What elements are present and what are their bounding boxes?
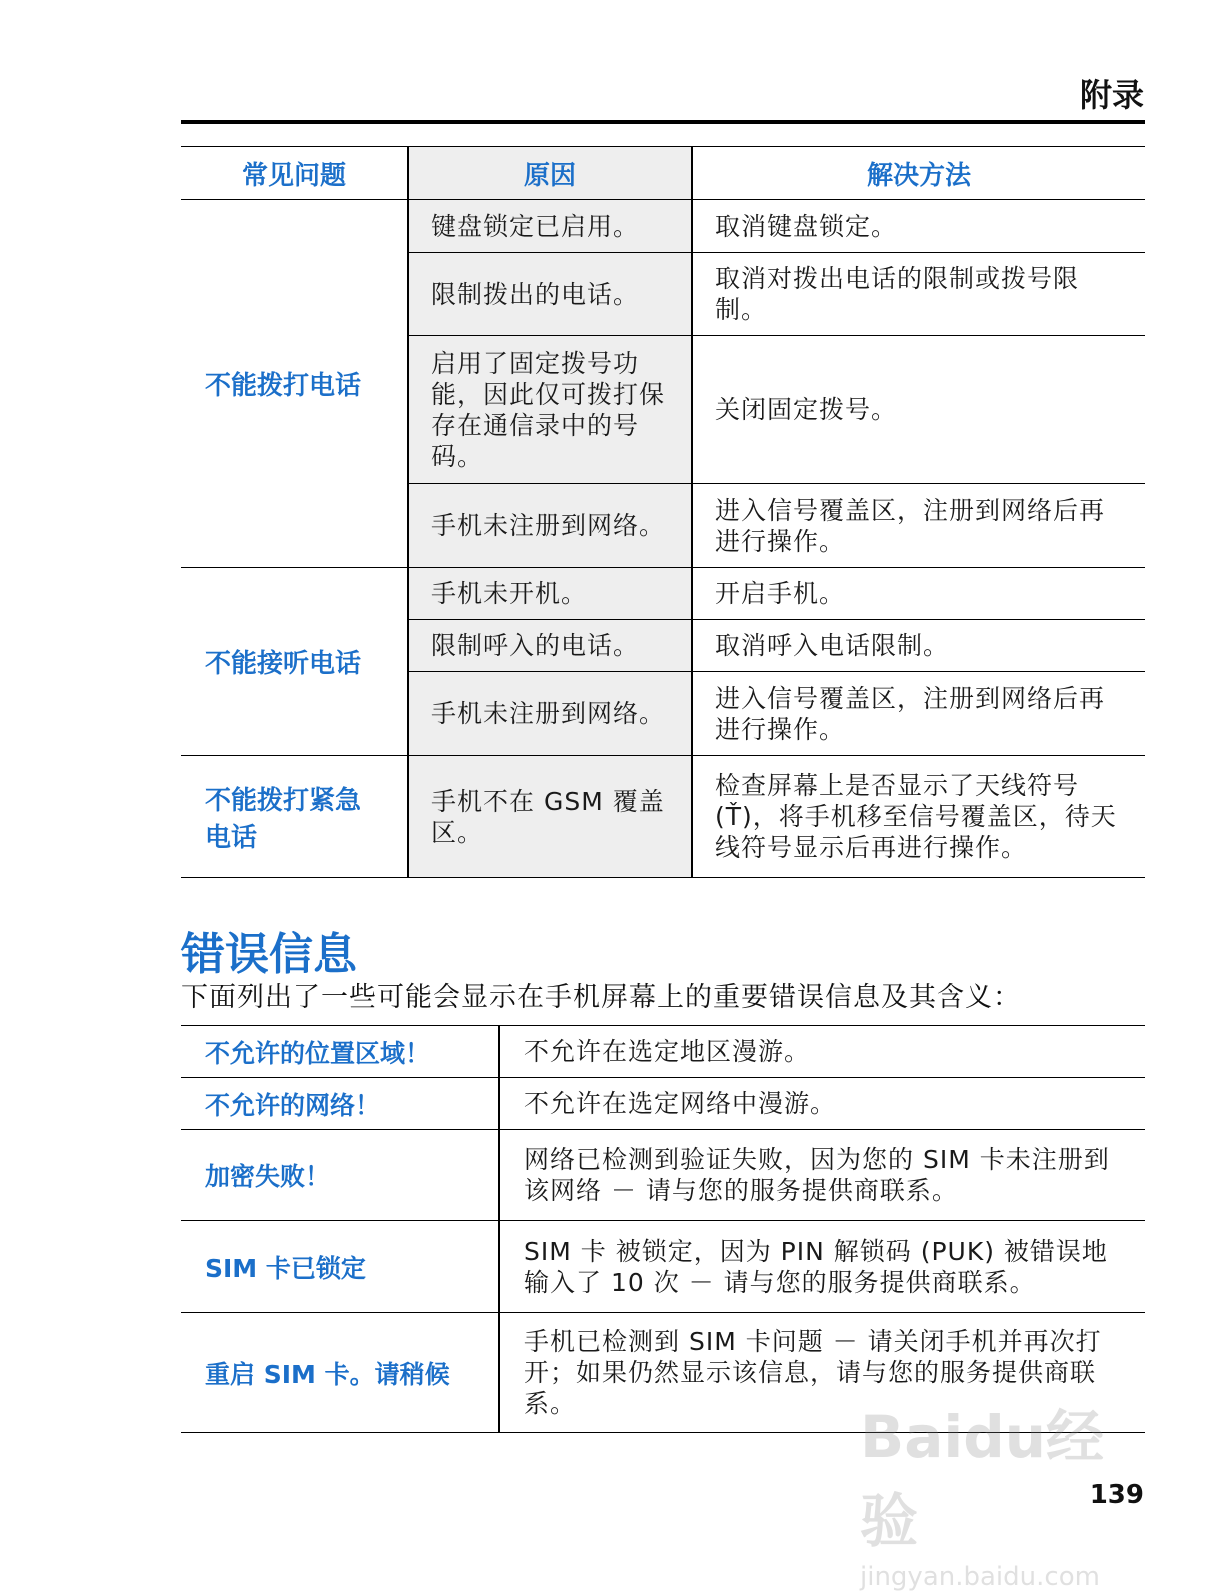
issue-label: 不能拨打电话 — [181, 200, 408, 568]
solution-text: 检查屏幕上是否显示了天线符号 (Ť)，将手机移至信号覆盖区，待天线符号显示后再进行操作。 — [715, 771, 1117, 862]
column-header: 解决方法 — [692, 147, 1145, 200]
cause-text: 键盘锁定已启用。 — [431, 211, 640, 241]
solution-text: 进入信号覆盖区，注册到网络后再进行操作。 — [715, 683, 1106, 744]
table-row — [181, 756, 1145, 878]
error-messages-table — [181, 1025, 1145, 1433]
error-message: 重启 SIM 卡。请稍候 — [181, 1313, 499, 1433]
error-meaning: SIM 卡 被锁定，因为 PIN 解锁码 (PUK) 被错误地输入了 10 次 － 请与您的服务提供商联系。 — [524, 1236, 1108, 1297]
page-header-title: 附录 — [1079, 76, 1144, 114]
section-intro: 下面列出了一些可能会显示在手机屏幕上的重要错误信息及其含义： — [181, 982, 1021, 1013]
issue-label: 不能接听电话 — [181, 568, 408, 756]
error-message: 不允许的网络！ — [181, 1078, 499, 1130]
page-number: 139 — [1089, 1480, 1144, 1510]
watermark-url: jingyan.baidu.com — [860, 1562, 1100, 1592]
column-header: 常见问题 — [181, 147, 408, 200]
table-row — [181, 1078, 1145, 1130]
table-row — [181, 200, 1145, 253]
header-rule — [181, 120, 1145, 124]
error-meaning: 不允许在选定地区漫游。 — [524, 1037, 811, 1066]
error-meaning: 手机已检测到 SIM 卡问题 － 请关闭手机并再次打开；如果仍然显示该信息，请与您的服务提供商联系。 — [524, 1327, 1102, 1418]
column-header: 原因 — [408, 147, 692, 200]
solution-text: 取消呼入电话限制。 — [715, 631, 950, 660]
cause-text: 手机未开机。 — [431, 579, 588, 608]
watermark-logo: Baidu经验 — [860, 1403, 1105, 1555]
solution-text: 关闭固定拨号。 — [715, 395, 898, 424]
solution-text: 开启手机。 — [715, 579, 846, 608]
cause-text: 手机未注册到网络。 — [431, 699, 666, 728]
table-row — [181, 568, 1145, 620]
error-meaning: 网络已检测到验证失败，因为您的 SIM 卡未注册到该网络 － 请与您的服务提供商联系。 — [524, 1145, 1110, 1205]
solution-text: 取消对拨出电话的限制或拨号限制。 — [715, 264, 1080, 324]
cause-text: 启用了固定拨号功能，因此仅可拨打保存在通信录中的号码。 — [431, 348, 666, 471]
issue-label: 不能拨打紧急电话 — [181, 756, 408, 878]
troubleshooting-table — [181, 146, 1145, 878]
section-title: 错误信息 — [181, 929, 357, 980]
cause-text: 限制拨出的电话。 — [431, 279, 640, 309]
table-header-row — [181, 147, 1145, 200]
table-row — [181, 1130, 1145, 1221]
table-row — [181, 1221, 1145, 1313]
error-message: SIM 卡已锁定 — [181, 1221, 499, 1313]
solution-text: 取消键盘锁定。 — [715, 211, 898, 241]
cause-text: 手机不在 GSM 覆盖区。 — [431, 786, 665, 847]
error-message: 加密失败！ — [181, 1130, 499, 1221]
table-row — [181, 1026, 1145, 1078]
error-meaning: 不允许在选定网络中漫游。 — [524, 1089, 837, 1118]
solution-text: 进入信号覆盖区，注册到网络后再进行操作。 — [715, 495, 1106, 556]
cause-text: 限制呼入的电话。 — [431, 631, 640, 660]
cause-text: 手机未注册到网络。 — [431, 511, 666, 540]
error-message: 不允许的位置区域！ — [181, 1026, 499, 1078]
